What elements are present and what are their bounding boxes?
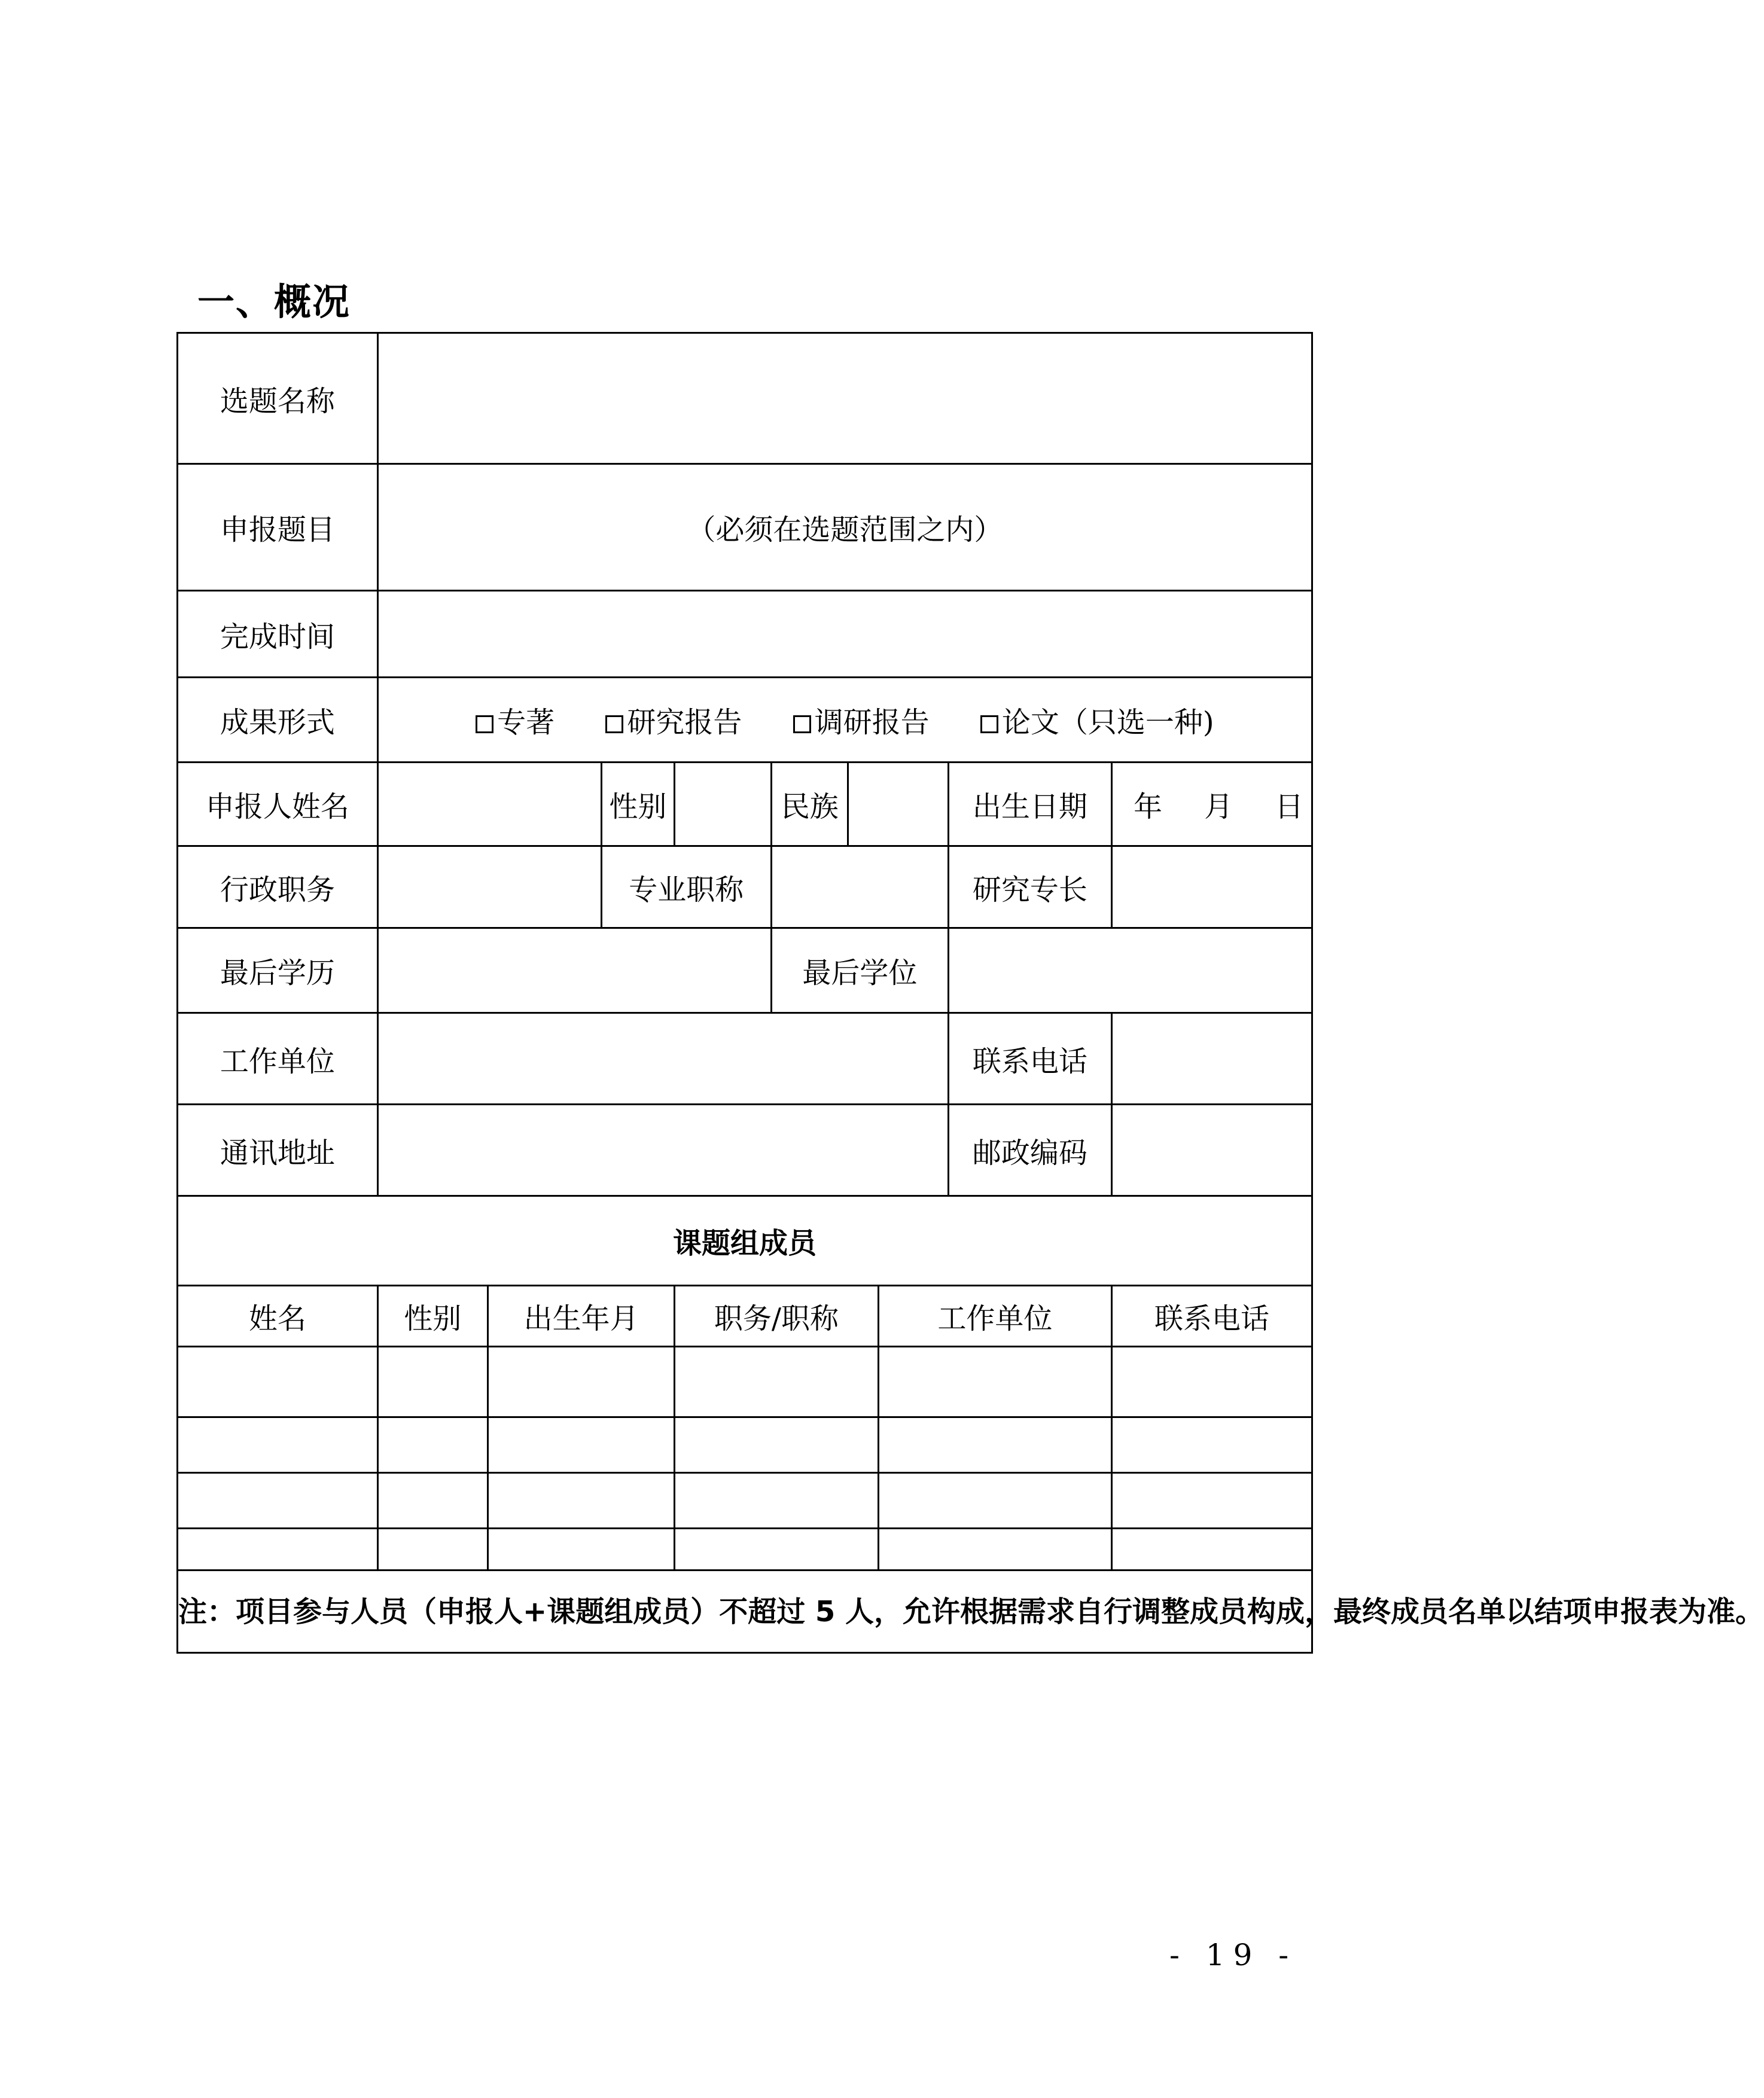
- member-cell[interactable]: [675, 1473, 878, 1529]
- completion-time-field[interactable]: [377, 591, 1312, 678]
- column-header: 出生年月: [488, 1286, 674, 1347]
- member-cell[interactable]: [377, 1473, 488, 1529]
- member-cell[interactable]: [878, 1417, 1112, 1473]
- member-row: [178, 1347, 1312, 1417]
- admin-position-label: 行政职务: [178, 846, 378, 928]
- education-row: [178, 928, 1312, 1013]
- postal-code-label: 邮政编码: [948, 1105, 1111, 1196]
- phone-label: 联系电话: [948, 1013, 1111, 1105]
- section-title: 一、概况: [197, 280, 351, 324]
- member-cell[interactable]: [675, 1529, 878, 1571]
- topic-name-field[interactable]: [377, 333, 1312, 464]
- work-unit-label: 工作单位: [178, 1013, 378, 1105]
- note-row: [178, 1571, 1312, 1653]
- option-survey-report[interactable]: 调研报告: [793, 699, 930, 740]
- topic-name-label: 选题名称: [178, 333, 378, 464]
- page-number: - 19 -: [1169, 1938, 1297, 1972]
- member-cell[interactable]: [178, 1417, 378, 1473]
- member-cell[interactable]: [178, 1473, 378, 1529]
- ethnicity-field[interactable]: [848, 763, 948, 846]
- column-header: 性别: [377, 1286, 488, 1347]
- topic-name-row: [178, 333, 1312, 464]
- member-cell[interactable]: [675, 1417, 878, 1473]
- checkbox-icon[interactable]: [605, 715, 623, 733]
- member-cell[interactable]: [1112, 1417, 1312, 1473]
- member-cell[interactable]: [488, 1473, 674, 1529]
- applicant-name-field[interactable]: [377, 763, 601, 846]
- member-cell[interactable]: [878, 1529, 1112, 1571]
- professional-title-field[interactable]: [772, 846, 949, 928]
- research-specialty-label: 研究专长: [948, 846, 1111, 928]
- application-form-table: [176, 332, 1764, 1654]
- ethnicity-label: 民族: [772, 763, 848, 846]
- birth-date-label: 出生日期: [948, 763, 1111, 846]
- admin-position-field[interactable]: [377, 846, 601, 928]
- member-cell[interactable]: [1112, 1473, 1312, 1529]
- highest-degree-label: 最后学位: [772, 928, 949, 1013]
- checkbox-icon[interactable]: [980, 715, 998, 733]
- birth-date-field[interactable]: 年 月 日: [1112, 763, 1312, 846]
- member-cell[interactable]: [377, 1529, 488, 1571]
- member-cell[interactable]: [675, 1347, 878, 1417]
- member-cell[interactable]: [878, 1473, 1112, 1529]
- gender-field[interactable]: [675, 763, 772, 846]
- option-research-report[interactable]: 研究报告: [605, 699, 742, 740]
- position-row: [178, 846, 1312, 928]
- note-text: 注：项目参与人员（申报人+课题组成员）不超过 5 人，允许根据需求自行调整成员构成，最终成员名单以结项申报表为准。: [178, 1571, 1312, 1653]
- member-cell[interactable]: [488, 1529, 674, 1571]
- column-header: 姓名: [178, 1286, 378, 1347]
- result-form-label: 成果形式: [178, 678, 378, 763]
- members-header-row: [178, 1286, 1312, 1347]
- declared-title-label: 申报题目: [178, 464, 378, 591]
- phone-field[interactable]: [1112, 1013, 1312, 1105]
- declared-title-hint: （必须在选题范围之内）: [687, 513, 1003, 547]
- member-cell[interactable]: [1112, 1529, 1312, 1571]
- member-row: [178, 1417, 1312, 1473]
- work-unit-field[interactable]: [377, 1013, 948, 1105]
- research-specialty-field[interactable]: [1112, 846, 1312, 928]
- members-section-label: 课题组成员: [178, 1196, 1312, 1286]
- option-monograph[interactable]: 专著: [476, 699, 555, 740]
- member-cell[interactable]: [377, 1417, 488, 1473]
- member-row: [178, 1529, 1312, 1571]
- member-cell[interactable]: [488, 1347, 674, 1417]
- postal-code-field[interactable]: [1112, 1105, 1312, 1196]
- member-cell[interactable]: [1112, 1347, 1312, 1417]
- member-cell[interactable]: [878, 1347, 1112, 1417]
- gender-label: 性别: [601, 763, 675, 846]
- address-field[interactable]: [377, 1105, 948, 1196]
- professional-title-label: 专业职称: [601, 846, 772, 928]
- column-header: 联系电话: [1112, 1286, 1312, 1347]
- members-section-row: [178, 1196, 1312, 1286]
- option-paper[interactable]: 论文（只选一种): [980, 699, 1214, 740]
- work-unit-row: [178, 1013, 1312, 1105]
- member-cell[interactable]: [488, 1417, 674, 1473]
- column-header: 工作单位: [878, 1286, 1112, 1347]
- address-label: 通讯地址: [178, 1105, 378, 1196]
- declared-title-field[interactable]: [377, 464, 1312, 591]
- completion-time-label: 完成时间: [178, 591, 378, 678]
- result-form-row: [178, 678, 1312, 763]
- checkbox-icon[interactable]: [793, 715, 811, 733]
- declared-title-row: [178, 464, 1312, 591]
- highest-education-label: 最后学历: [178, 928, 378, 1013]
- address-row: [178, 1105, 1312, 1196]
- member-cell[interactable]: [178, 1347, 378, 1417]
- member-cell[interactable]: [377, 1347, 488, 1417]
- member-cell[interactable]: [178, 1529, 378, 1571]
- checkbox-icon[interactable]: [476, 715, 493, 733]
- member-row: [178, 1473, 1312, 1529]
- completion-time-row: [178, 591, 1312, 678]
- column-header: 职务/职称: [675, 1286, 878, 1347]
- applicant-row: [178, 763, 1312, 846]
- highest-education-field[interactable]: [377, 928, 771, 1013]
- highest-degree-field[interactable]: [948, 928, 1312, 1013]
- applicant-name-label: 申报人姓名: [178, 763, 378, 846]
- result-form-options: [377, 678, 1312, 763]
